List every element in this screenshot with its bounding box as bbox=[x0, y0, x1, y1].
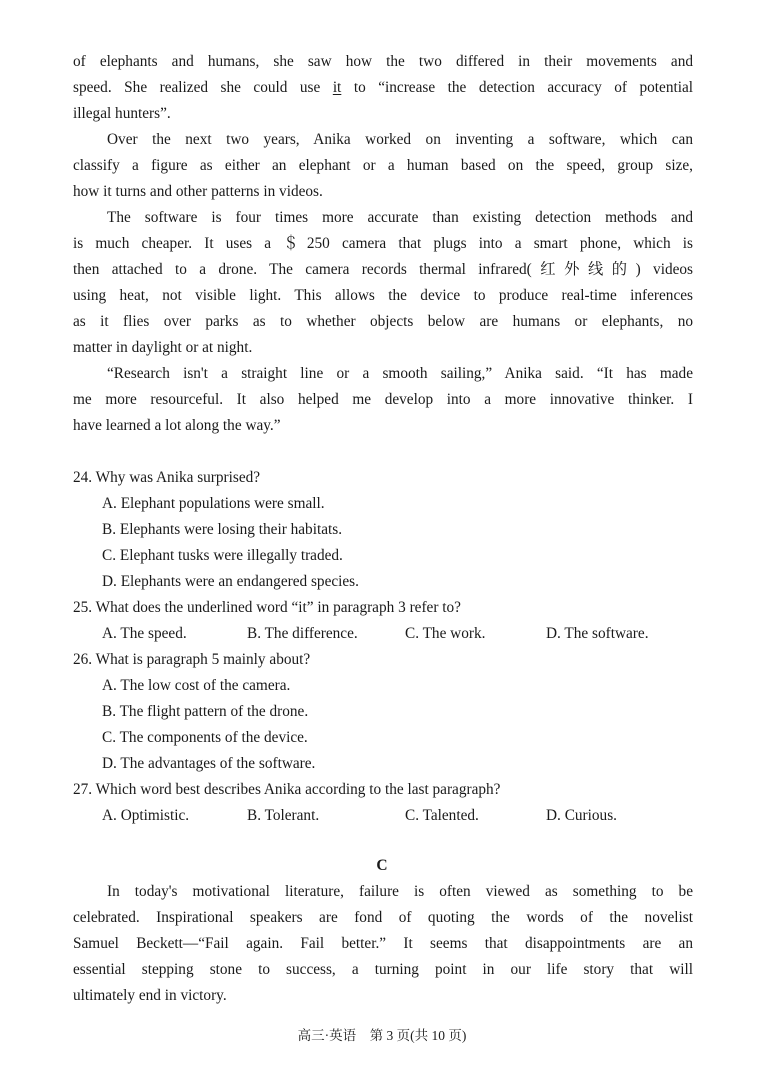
question-26-option-c[interactable]: C. The components of the device. bbox=[102, 729, 308, 746]
c-p1-line-2: celebrated. Inspirational speakers are fond of quoting the words of the novelist bbox=[73, 909, 693, 926]
question-24-option-d[interactable]: D. Elephants were an endangered species. bbox=[102, 573, 359, 590]
question-27-option-d[interactable]: D. Curious. bbox=[546, 807, 617, 824]
p5-line-1: The software is four times more accurate than existing detection methods and bbox=[107, 209, 693, 226]
question-27-option-b[interactable]: B. Tolerant. bbox=[247, 807, 320, 824]
p5-line-5: as it flies over parks as to whether objects below are humans or elephants, no bbox=[73, 313, 693, 330]
question-27-option-c[interactable]: C. Talented. bbox=[405, 807, 479, 824]
question-26-option-b[interactable]: B. The flight pattern of the drone. bbox=[102, 703, 309, 720]
p5-line-4: using heat, not visible light. This allows the device to produce real-time inferences bbox=[73, 287, 693, 304]
underlined-word: it bbox=[332, 79, 342, 96]
p5-line-2: is much cheaper. It uses a ＄250 camera that plugs into a smart phone, which is bbox=[73, 235, 693, 252]
p4-line-3: how it turns and other patterns in videos. bbox=[73, 183, 323, 200]
page-footer: 高三·英语 第 3 页(共 10 页) bbox=[297, 1028, 467, 1043]
p3-line-2-rest: to “increase the detection accuracy of potential bbox=[353, 79, 694, 96]
p3-line-2-start: speed. She realized she could use bbox=[73, 79, 321, 96]
question-27-option-a[interactable]: A. Optimistic. bbox=[102, 807, 190, 824]
p3-line-2 bbox=[73, 75, 693, 101]
p6-line-3: have learned a lot along the way.” bbox=[73, 417, 281, 434]
p6-line-1: “Research isn't a straight line or a smooth sailing,” Anika said. “It has made bbox=[107, 365, 693, 382]
question-25-option-b[interactable]: B. The difference. bbox=[247, 625, 358, 642]
question-26-option-a[interactable]: A. The low cost of the camera. bbox=[102, 677, 291, 694]
c-p1-line-3: Samuel Beckett—“Fail again. Fail better.” It seems that disappointments are an bbox=[73, 935, 693, 952]
question-24-option-c[interactable]: C. Elephant tusks were illegally traded. bbox=[102, 547, 343, 564]
question-24-option-a[interactable]: A. Elephant populations were small. bbox=[102, 495, 325, 512]
c-p1-line-5: ultimately end in victory. bbox=[73, 987, 227, 1004]
question-25-option-a[interactable]: A. The speed. bbox=[102, 625, 187, 642]
section-c-heading: C bbox=[376, 857, 388, 874]
p3-line-3: illegal hunters”. bbox=[73, 105, 171, 122]
question-26-option-d[interactable]: D. The advantages of the software. bbox=[102, 755, 316, 772]
c-p1-line-4: essential stepping stone to success, a turning point in our life story that will bbox=[73, 961, 693, 978]
c-p1-line-1: In today's motivational literature, failure is often viewed as something to be bbox=[107, 883, 693, 900]
question-26-stem: 26. What is paragraph 5 mainly about? bbox=[73, 651, 311, 668]
p3-line-1: of elephants and humans, she saw how the two differed in their movements and bbox=[73, 53, 693, 70]
question-27-stem: 27. Which word best describes Anika according to the last paragraph? bbox=[73, 781, 501, 798]
question-24-stem: 24. Why was Anika surprised? bbox=[73, 469, 261, 486]
p6-line-2: me more resourceful. It also helped me develop into a more innovative thinker. I bbox=[73, 391, 693, 408]
p4-line-2: classify a figure as either an elephant or a human based on the speed, group size, bbox=[73, 157, 693, 174]
question-25-stem: 25. What does the underlined word “it” in paragraph 3 refer to? bbox=[73, 599, 461, 616]
p5-line-3: then attached to a drone. The camera records thermal infrared(红外线的) videos bbox=[73, 261, 693, 278]
p5-line-6: matter in daylight or at night. bbox=[73, 339, 253, 356]
question-24-option-b[interactable]: B. Elephants were losing their habitats. bbox=[102, 521, 343, 538]
question-25-option-d[interactable]: D. The software. bbox=[546, 625, 649, 642]
question-25-option-c[interactable]: C. The work. bbox=[405, 625, 486, 642]
p4-line-1: Over the next two years, Anika worked on inventing a software, which can bbox=[107, 131, 693, 148]
